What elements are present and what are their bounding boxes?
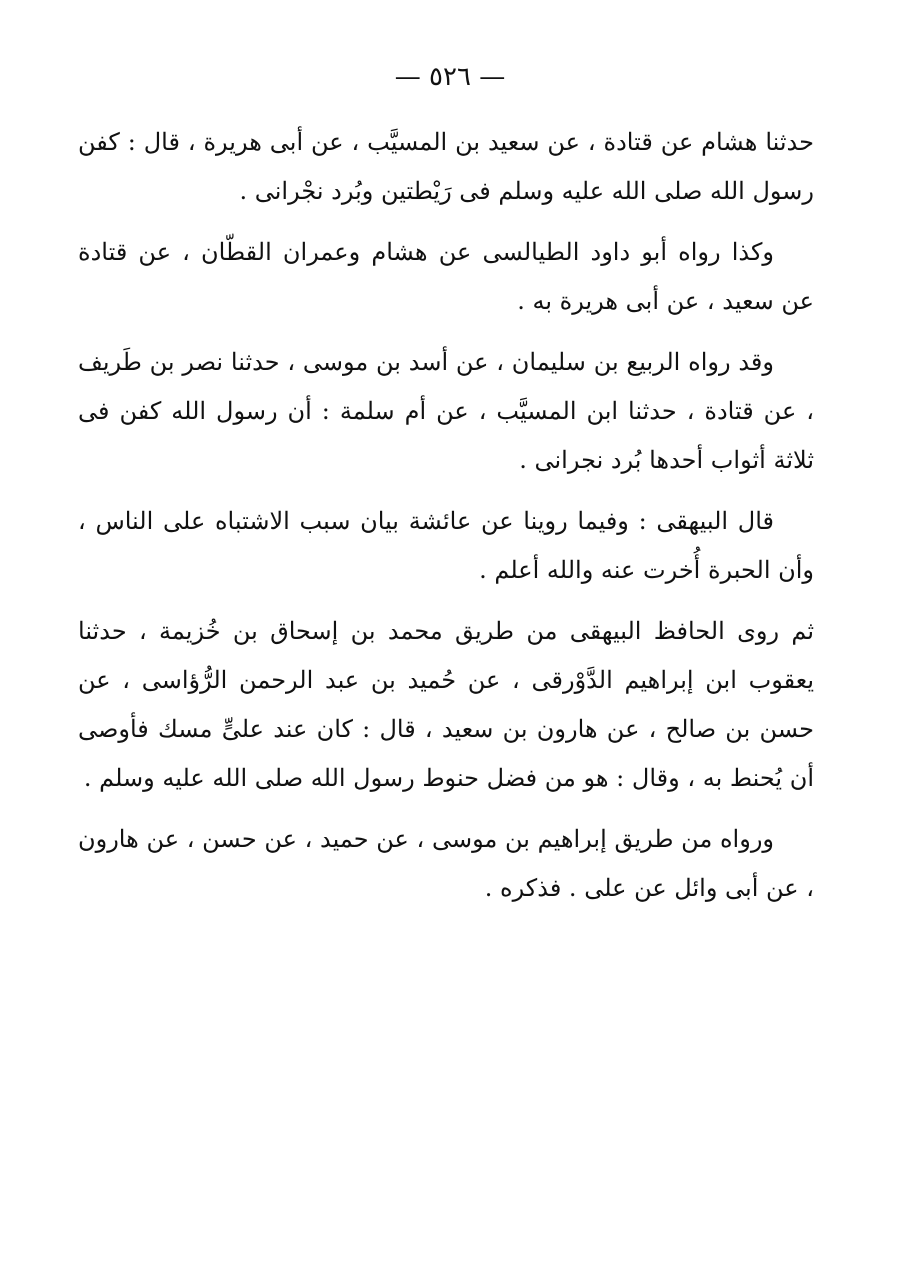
paragraph-2: وكذا رواه أبو داود الطيالسى عن هشام وعمران القطّان ، عن قتادة عن سعيد ، عن أبى هريرة به . (78, 238, 814, 315)
body-text (78, 118, 814, 925)
paragraph-1: حدثنا هشام عن قتادة ، عن سعيد بن المسيَّب ، عن أبى هريرة ، قال : كفن رسول الله صلى الله عليه وسلم فى رَيْطتين وبُرد نجْرانى . (78, 128, 814, 205)
paragraph-5: ثم روى الحافظ البيهقى من طريق محمد بن إسحاق بن خُزيمة ، حدثنا يعقوب ابن إبراهيم الدَّوْرقى ، عن حُميد بن عبد الرحمن الرُّؤاسى ، عن حسن بن صالح ، عن هارون بن سعيد ، قال : كان عند علىٍّ مسك فأوصى أن يُحنط به ، وقال : هو من فضل حنوط رسول الله صلى الله عليه وسلم . (78, 617, 814, 792)
page-number: — ٥٢٦ — (394, 62, 506, 92)
paragraph-6: ورواه من طريق إبراهيم بن موسى ، عن حميد ، عن حسن ، عن هارون ، عن أبى وائل عن على . فذكره . (78, 825, 814, 902)
paragraph-3: وقد رواه الربيع بن سليمان ، عن أسد بن موسى ، حدثنا نصر بن طَريف ، عن قتادة ، حدثنا ابن المسيَّب ، عن أم سلمة : أن رسول الله كفن فى ثلاثة أثواب أحدها بُرد نجرانى . (78, 348, 814, 474)
paragraph-4: قال البيهقى : وفيما روينا عن عائشة بيان سبب الاشتباه على الناس ، وأن الحبرة أُخرت عنه والله أعلم . (78, 507, 814, 584)
